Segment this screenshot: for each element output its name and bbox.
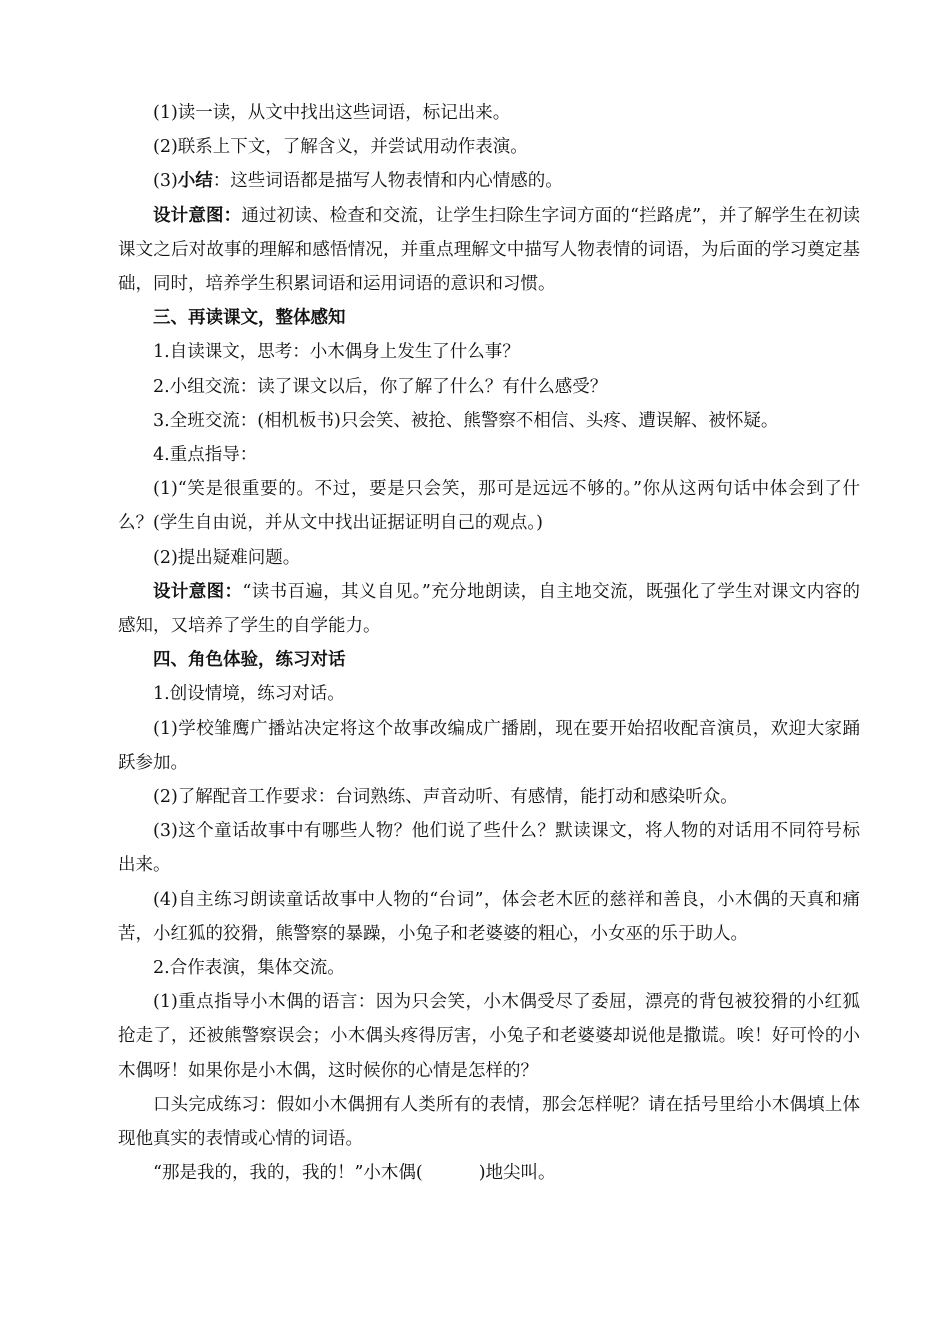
fill-blank-quote (118, 1156, 860, 1190)
design-intent-1-label: 设计意图： (153, 205, 242, 226)
section-3-item-4-1: (1)“笑是很重要的。不过，要是只会笑，那可是远远不够的。”你从这两句话中体会到了什么？(学生自由说，并从文中找出证据证明自己的观点。) (118, 479, 860, 534)
section-4-item-1-4: (4)自主练习朗读童话故事中人物的“台词”，体会老木匠的慈祥和善良，小木偶的天真和痛苦，小红狐的狡猾，熊警察的暴躁，小兔子和老婆婆的粗心，小女巫的乐于助人。 (118, 889, 860, 944)
section-4-item-1: 1.创设情境，练习对话。 (153, 684, 345, 705)
section-4-item-2: 2.合作表演，集体交流。 (153, 958, 345, 979)
quote-part-a: “那是我的，我的，我的！”小木偶( (153, 1163, 423, 1184)
section-3-item-4: 4.重点指导： (153, 445, 258, 466)
step-3-text: ：这些词语都是描写人物表情和内心情感的。 (212, 171, 563, 192)
step-1-read: (1)读一读，从文中找出这些词语，标记出来。 (153, 103, 511, 123)
section-4-item-1-1: (1)学校雏鹰广播站决定将这个故事改编成广播剧，现在要开始招收配音演员，欢迎大家踊跃参加。 (118, 718, 860, 773)
step-3-summary (118, 164, 860, 198)
section-4-heading: 四、角色体验，练习对话 (153, 650, 346, 671)
section-4-item-2-1: (1)重点指导小木偶的语言：因为只会笑，小木偶受尽了委屈，漂亮的背包被狡猾的小红狐抢走了，还被熊警察误会；小木偶头疼得厉害，小兔子和老婆婆却说他是撒谎。唉！好可怜的小木偶呀！如果你是小木偶，这时候你的心情是怎样的？ (118, 992, 860, 1081)
section-3-item-2: 2.小组交流：读了课文以后，你了解了什么？有什么感受？ (153, 376, 608, 397)
design-intent-2-label: 设计意图： (153, 581, 243, 602)
oral-exercise: 口头完成练习：假如小木偶拥有人类所有的表情，那会怎样呢？请在括号里给小木偶填上体现他真实的表情或心情的词语。 (118, 1094, 860, 1150)
quote-part-b: )地尖叫。 (478, 1163, 556, 1184)
step-3-bold-label: 小结 (177, 171, 213, 192)
section-4-item-1-2: (2)了解配音工作要求：台词熟练、声音动听、有感情，能打动和感染听众。 (153, 787, 738, 808)
section-4-item-1-3: (3)这个童话故事中有哪些人物？他们说了些什么？默读课文，将人物的对话用不同符号标出来。 (118, 821, 860, 876)
document-page (118, 92, 860, 1191)
design-intent-1-text: 通过初读、检查和交流，让学生扫除生字词方面的“拦路虎”，并了解学生在初读课文之后对故事的理解和感悟情况，并重点理解文中描写人物表情的词语，为后面的学习奠定基础，同时，培养学生积累词语和运用词语的意识和习惯。 (118, 205, 861, 295)
section-3-heading: 三、再读课文，整体感知 (153, 308, 346, 329)
section-3-item-3: 3.全班交流：(相机板书)只会笑、被抢、熊警察不相信、头疼、遭误解、被怀疑。 (153, 410, 779, 431)
design-intent-1 (118, 199, 860, 302)
section-3-item-4-2: (2)提出疑难问题。 (153, 547, 301, 568)
step-3-prefix: (3) (153, 171, 178, 192)
section-3-item-1: 1.自读课文，思考：小木偶身上发生了什么事？ (153, 342, 520, 363)
design-intent-2 (118, 575, 860, 643)
step-2-context: (2)联系上下文，了解含义，并尝试用动作表演。 (153, 137, 528, 158)
design-intent-2-text: “读书百遍，其义自见。”充分地朗读，自主地交流，既强化了学生对课文内容的感知，又培养了学生的自学能力。 (118, 581, 861, 637)
